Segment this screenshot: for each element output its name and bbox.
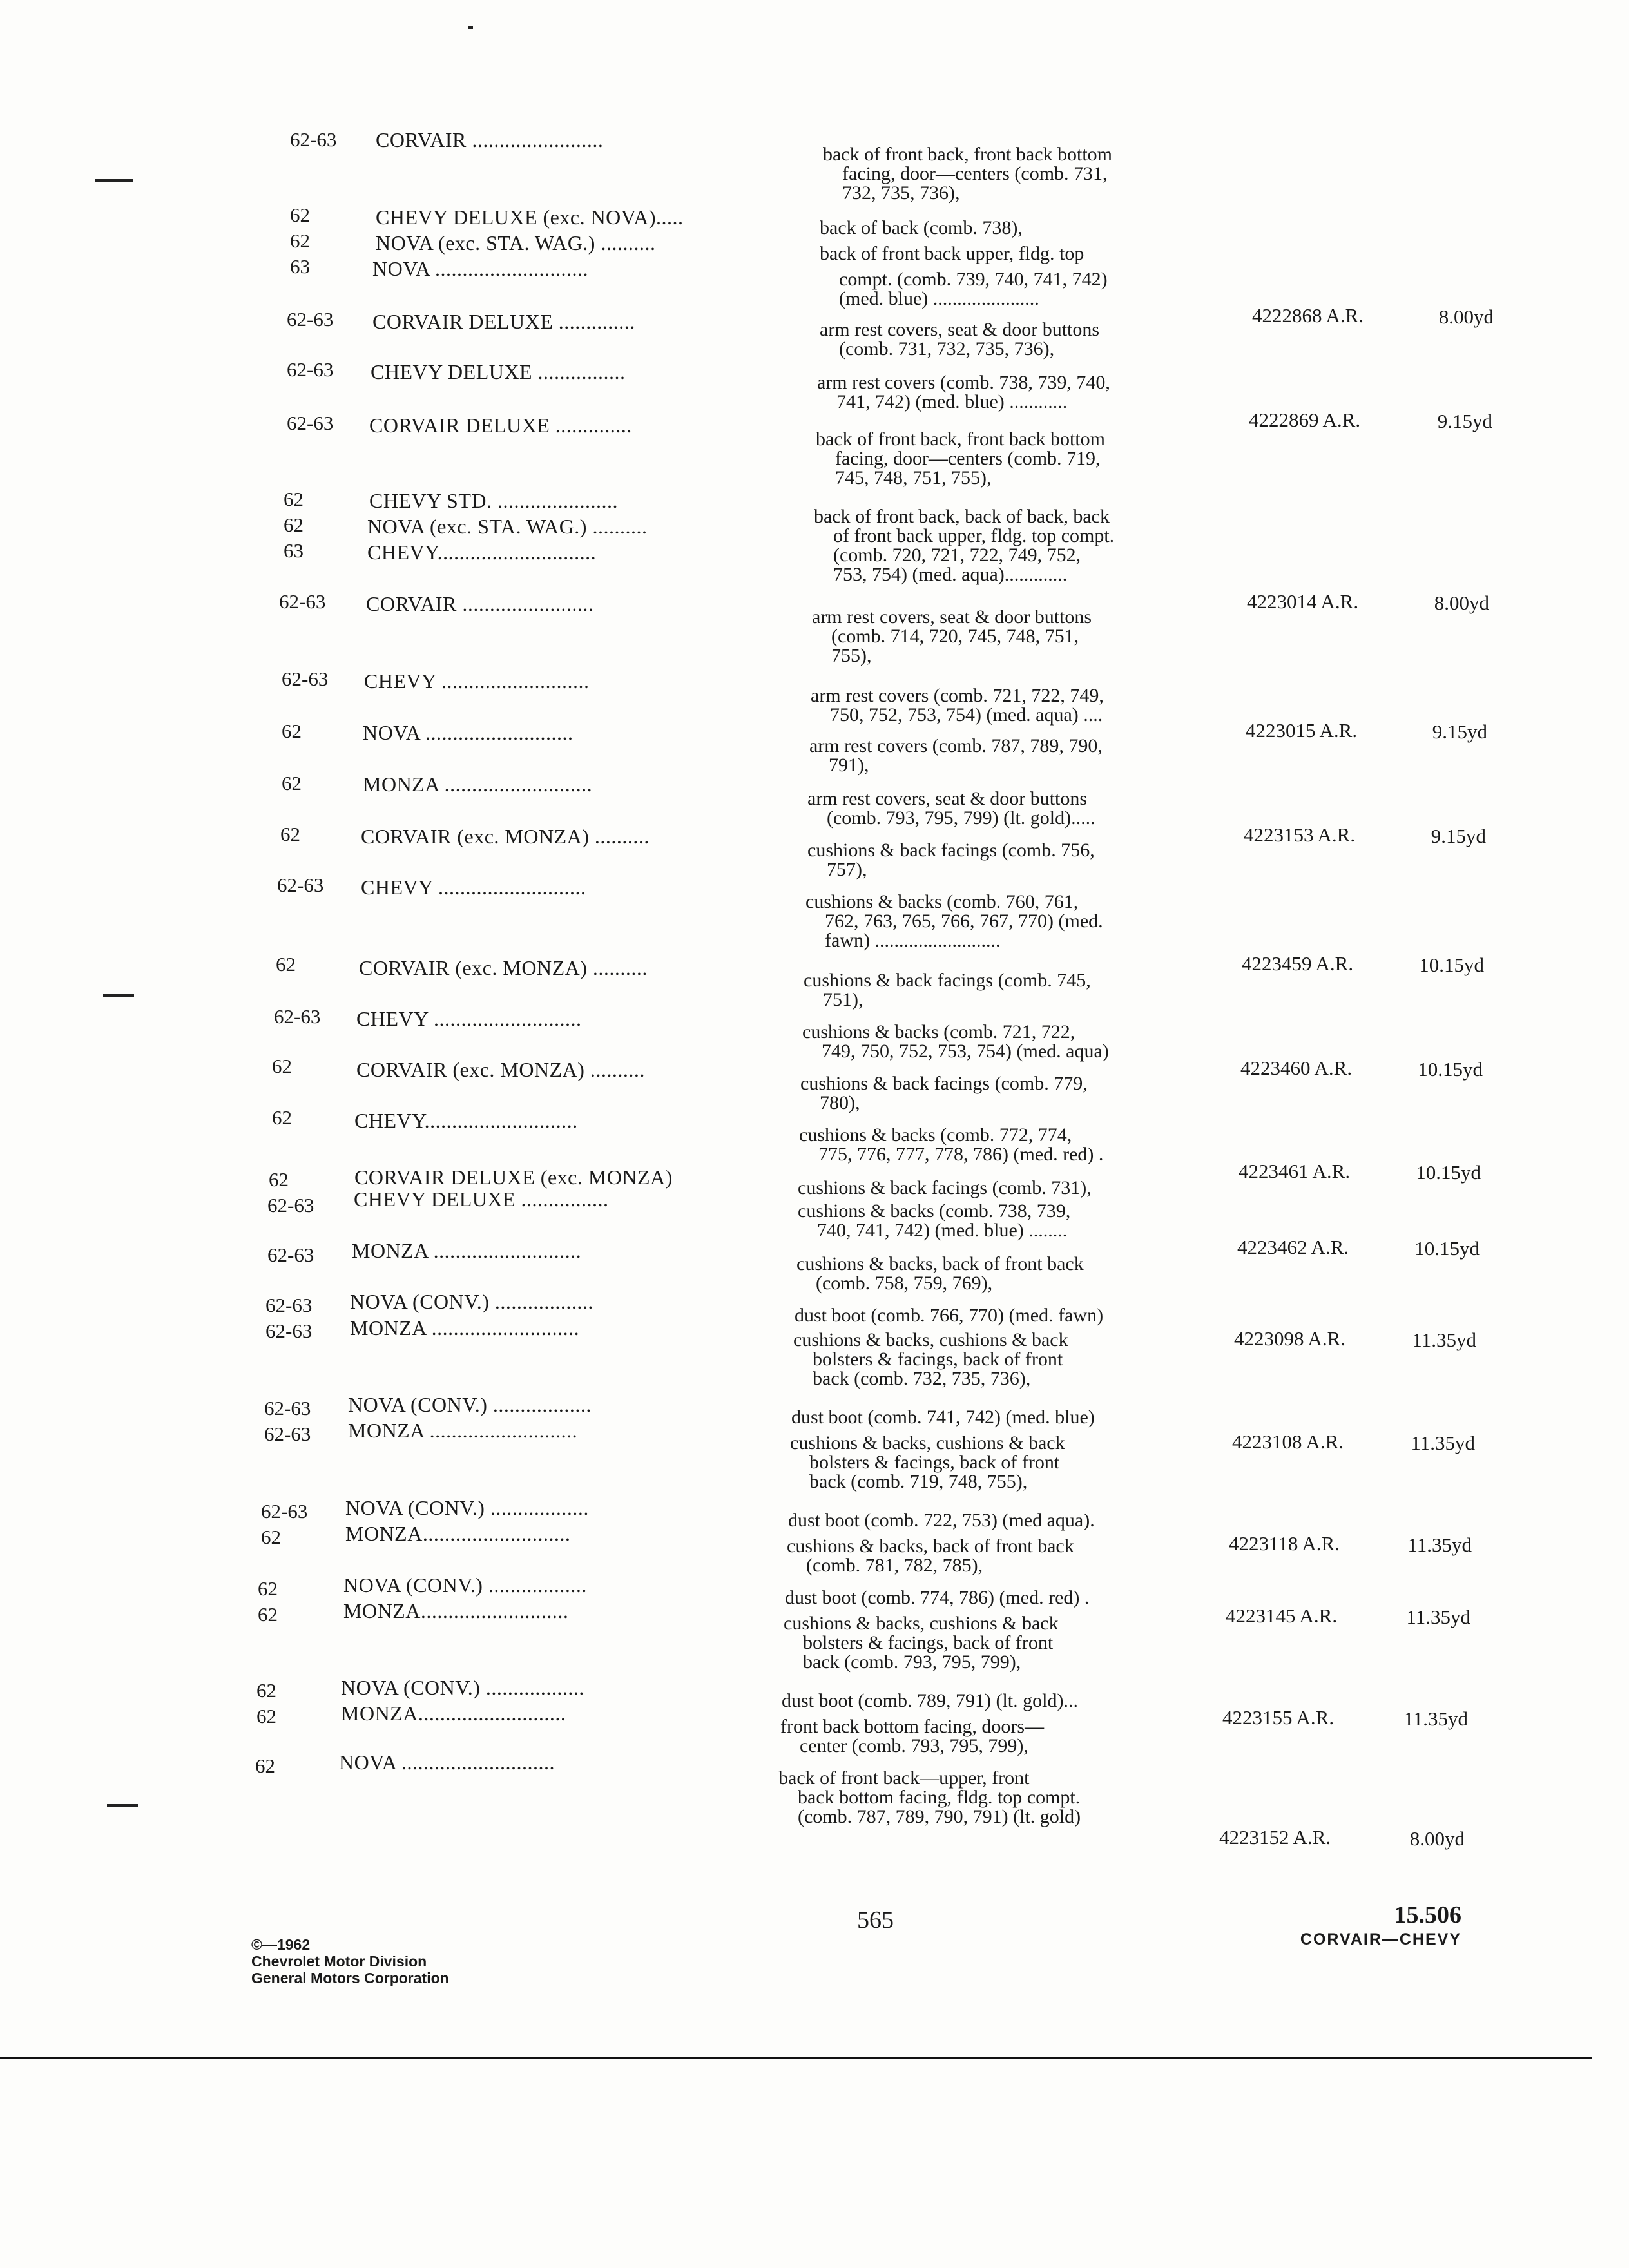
description-line: fawn) .......................... xyxy=(825,930,1001,951)
model-name: MONZA ........................... xyxy=(348,1419,578,1442)
model-year: 62 xyxy=(258,1603,278,1626)
model-name: CHEVY............................. xyxy=(367,541,597,564)
model-year: 62 xyxy=(284,488,304,510)
part-number: 4223145 A.R. xyxy=(1226,1604,1338,1627)
quantity: 9.15yd xyxy=(1437,410,1492,432)
model-year: 62 xyxy=(276,953,296,975)
model-year: 63 xyxy=(284,539,304,562)
description-line: cushions & backs (comb. 721, 722, xyxy=(802,1021,1075,1043)
model-year: 62 xyxy=(256,1705,276,1727)
description-line: bolsters & facings, back of front xyxy=(803,1632,1054,1653)
model-year: 62-63 xyxy=(265,1320,313,1342)
description-line: cushions & backs, cushions & back xyxy=(790,1432,1065,1454)
model-name: CORVAIR ........................ xyxy=(366,592,594,615)
description-line: dust boot (comb. 741, 742) (med. blue) xyxy=(791,1407,1095,1428)
quantity: 11.35yd xyxy=(1403,1707,1468,1730)
quantity: 9.15yd xyxy=(1431,825,1486,847)
section-number: 15.506 xyxy=(1394,1901,1461,1928)
bottom-rule xyxy=(0,2057,1592,2059)
description-line: center (comb. 793, 795, 799), xyxy=(800,1735,1028,1756)
quantity: 8.00yd xyxy=(1434,591,1489,614)
part-number: 4222868 A.R. xyxy=(1252,304,1364,327)
model-name: CHEVY ........................... xyxy=(361,876,586,899)
model-year: 62 xyxy=(261,1526,281,1548)
description-line: 753, 754) (med. aqua)............. xyxy=(833,564,1068,585)
description-line: (comb. 731, 732, 735, 736), xyxy=(839,338,1055,360)
model-name: NOVA ........................... xyxy=(363,721,574,744)
part-number: 4223153 A.R. xyxy=(1244,823,1356,846)
model-year: 62-63 xyxy=(287,358,334,381)
part-number: 4223152 A.R. xyxy=(1219,1826,1331,1849)
description-line: cushions & back facings (comb. 731), xyxy=(798,1177,1092,1198)
description-line: back of front back, front back bottom xyxy=(816,428,1106,450)
model-name: NOVA ............................ xyxy=(372,257,589,280)
model-year: 62-63 xyxy=(261,1500,308,1523)
model-year: 62 xyxy=(280,823,300,845)
corporation: General Motors Corporation xyxy=(251,1970,449,1986)
description-line: cushions & backs (comb. 760, 761, xyxy=(805,891,1079,912)
model-name: CORVAIR ........................ xyxy=(376,128,604,151)
description-line: (comb. 714, 720, 745, 748, 751, xyxy=(831,626,1079,647)
model-year: 62-63 xyxy=(264,1397,311,1419)
description-line: cushions & backs (comb. 738, 739, xyxy=(798,1200,1071,1222)
quantity: 10.15yd xyxy=(1418,1058,1483,1081)
quantity: 8.00yd xyxy=(1409,1827,1465,1850)
part-number: 4223462 A.R. xyxy=(1237,1236,1349,1258)
part-number: 4223098 A.R. xyxy=(1234,1327,1346,1350)
description-line: cushions & backs (comb. 772, 774, xyxy=(799,1124,1072,1146)
description-line: bolsters & facings, back of front xyxy=(809,1452,1060,1473)
description-line: 780), xyxy=(820,1092,860,1113)
model-year: 62 xyxy=(290,204,310,226)
description-line: cushions & backs, back of front back xyxy=(796,1253,1084,1274)
description-line: (comb. 781, 782, 785), xyxy=(806,1555,983,1576)
quantity: 10.15yd xyxy=(1416,1161,1481,1184)
model-year: 62 xyxy=(282,720,302,742)
part-number: 4223459 A.R. xyxy=(1242,952,1354,975)
description-line: dust boot (comb. 774, 786) (med. red) . xyxy=(785,1587,1090,1608)
part-number: 4223118 A.R. xyxy=(1229,1532,1340,1555)
description-line: bolsters & facings, back of front xyxy=(813,1349,1063,1370)
description-line: back (comb. 719, 748, 755), xyxy=(809,1471,1028,1492)
model-year: 62-63 xyxy=(277,874,324,896)
quantity: 10.15yd xyxy=(1419,954,1484,976)
page-number: 565 xyxy=(857,1907,894,1934)
model-name: CHEVY ........................... xyxy=(364,669,590,693)
model-year: 62 xyxy=(272,1055,292,1077)
description-line: cushions & back facings (comb. 745, xyxy=(804,970,1091,991)
model-year: 62-63 xyxy=(267,1244,314,1266)
model-year: 62-63 xyxy=(279,590,326,613)
description-line: 791), xyxy=(829,754,869,776)
part-number: 4222869 A.R. xyxy=(1249,408,1361,431)
model-year: 62 xyxy=(282,772,302,794)
description-line: back (comb. 732, 735, 736), xyxy=(813,1368,1031,1389)
description-line: back of front back upper, fldg. top xyxy=(820,243,1084,264)
model-year: 62 xyxy=(255,1754,275,1777)
description-line: back of front back, front back bottom xyxy=(823,144,1113,165)
model-name: CHEVY STD. ...................... xyxy=(369,489,618,512)
scan-mark xyxy=(468,26,473,29)
description-line: arm rest covers (comb. 721, 722, 749, xyxy=(811,685,1104,706)
model-year: 62 xyxy=(284,514,304,536)
model-name: CHEVY ........................... xyxy=(356,1007,582,1030)
description-line: back bottom facing, fldg. top compt. xyxy=(798,1787,1081,1808)
description-line: 750, 752, 753, 754) (med. aqua) .... xyxy=(830,704,1103,726)
quantity: 8.00yd xyxy=(1438,305,1494,328)
model-name: CORVAIR (exc. MONZA) .......... xyxy=(359,956,648,979)
description-line: cushions & backs, back of front back xyxy=(787,1535,1074,1557)
description-line: (comb. 787, 789, 790, 791) (lt. gold) xyxy=(798,1806,1081,1827)
model-year: 62-63 xyxy=(282,668,329,690)
model-name: CHEVY DELUXE ................ xyxy=(371,360,626,383)
description-line: back of back (comb. 738), xyxy=(820,217,1023,238)
description-line: 749, 750, 752, 753, 754) (med. aqua) xyxy=(822,1041,1109,1062)
quantity: 11.35yd xyxy=(1412,1329,1476,1351)
description-line: arm rest covers, seat & door buttons xyxy=(807,788,1088,809)
description-line: cushions & back facings (comb. 779, xyxy=(800,1073,1088,1094)
model-year: 62-63 xyxy=(287,412,334,434)
model-year: 62 xyxy=(256,1679,276,1702)
description-line: 755), xyxy=(831,645,872,666)
model-name: CORVAIR DELUXE (exc. MONZA) xyxy=(354,1166,673,1189)
model-name: CHEVY............................ xyxy=(354,1109,578,1132)
model-name: NOVA (exc. STA. WAG.) .......... xyxy=(376,231,656,255)
model-year: 62 xyxy=(290,229,310,252)
model-year: 62-63 xyxy=(267,1194,314,1216)
model-year: 62 xyxy=(269,1168,289,1191)
description-line: arm rest covers (comb. 738, 739, 740, xyxy=(817,372,1110,393)
model-name: NOVA (CONV.) .................. xyxy=(341,1676,584,1699)
model-name: CHEVY DELUXE (exc. NOVA)..... xyxy=(376,206,684,229)
model-year: 62 xyxy=(258,1577,278,1600)
model-name: CORVAIR (exc. MONZA) .......... xyxy=(361,825,650,848)
model-name: NOVA (CONV.) .................. xyxy=(350,1290,593,1313)
model-name: NOVA ............................ xyxy=(339,1751,555,1774)
model-name: NOVA (CONV.) .................. xyxy=(345,1496,589,1519)
description-line: facing, door—centers (comb. 719, xyxy=(835,448,1101,469)
description-line: back (comb. 793, 795, 799), xyxy=(803,1651,1021,1673)
model-year: 62-63 xyxy=(290,128,337,151)
model-name: CORVAIR DELUXE .............. xyxy=(372,310,635,333)
quantity: 10.15yd xyxy=(1414,1237,1480,1260)
model-year: 62-63 xyxy=(264,1423,311,1445)
division: Chevrolet Motor Division xyxy=(251,1953,427,1970)
description-line: 762, 763, 765, 766, 767, 770) (med. xyxy=(825,910,1103,932)
description-line: 741, 742) (med. blue) ............ xyxy=(836,391,1068,412)
description-line: (comb. 720, 721, 722, 749, 752, xyxy=(833,544,1081,566)
description-line: 745, 748, 751, 755), xyxy=(835,467,992,488)
model-name: CHEVY DELUXE ................ xyxy=(354,1187,609,1211)
model-name: MONZA ........................... xyxy=(363,773,593,796)
description-line: 751), xyxy=(823,989,863,1010)
description-line: 775, 776, 777, 778, 786) (med. red) . xyxy=(818,1144,1104,1165)
model-name: MONZA........................... xyxy=(343,1599,569,1622)
model-name: MONZA........................... xyxy=(341,1702,566,1725)
model-year: 62 xyxy=(272,1106,292,1129)
description-line: 740, 741, 742) (med. blue) ........ xyxy=(817,1220,1068,1241)
description-line: cushions & backs, cushions & back xyxy=(793,1329,1068,1350)
part-number: 4223460 A.R. xyxy=(1240,1057,1353,1079)
model-year: 62-63 xyxy=(287,308,334,331)
description-line: arm rest covers, seat & door buttons xyxy=(820,319,1100,340)
description-line: dust boot (comb. 789, 791) (lt. gold)... xyxy=(782,1690,1078,1711)
description-line: dust boot (comb. 722, 753) (med aqua). xyxy=(788,1510,1095,1531)
model-name: CORVAIR DELUXE .............. xyxy=(369,414,632,437)
copyright: ©—1962 xyxy=(251,1936,311,1953)
description-line: compt. (comb. 739, 740, 741, 742) xyxy=(839,269,1108,290)
section-name: CORVAIR—CHEVY xyxy=(1300,1930,1461,1948)
scan-mark xyxy=(107,1804,138,1807)
part-number: 4223155 A.R. xyxy=(1222,1706,1335,1729)
description-line: arm rest covers (comb. 787, 789, 790, xyxy=(809,735,1103,756)
model-year: 63 xyxy=(290,255,310,278)
description-line: back of front back—upper, front xyxy=(778,1767,1030,1789)
description-line: 732, 735, 736), xyxy=(842,182,960,204)
description-line: of front back upper, fldg. top compt. xyxy=(833,525,1115,546)
quantity: 11.35yd xyxy=(1407,1533,1472,1556)
description-line: front back bottom facing, doors— xyxy=(780,1716,1045,1737)
quantity: 9.15yd xyxy=(1432,720,1487,743)
description-line: cushions & back facings (comb. 756, xyxy=(807,840,1095,861)
description-line: back of front back, back of back, back xyxy=(814,506,1110,527)
model-name: NOVA (exc. STA. WAG.) .......... xyxy=(367,515,648,538)
description-line: 757), xyxy=(827,859,867,880)
quantity: 11.35yd xyxy=(1411,1432,1475,1454)
part-number: 4223461 A.R. xyxy=(1239,1160,1351,1182)
part-number: 4223108 A.R. xyxy=(1232,1430,1344,1453)
model-name: NOVA (CONV.) .................. xyxy=(348,1393,592,1416)
part-number: 4223014 A.R. xyxy=(1247,590,1359,613)
description-line: arm rest covers, seat & door buttons xyxy=(812,606,1092,628)
model-name: MONZA ........................... xyxy=(352,1239,582,1262)
description-line: dust boot (comb. 766, 770) (med. fawn) xyxy=(795,1305,1104,1326)
quantity: 11.35yd xyxy=(1406,1606,1470,1628)
description-line: facing, door—centers (comb. 731, xyxy=(842,163,1108,184)
copyright-block xyxy=(251,1936,449,1986)
description-line: (comb. 793, 795, 799) (lt. gold)..... xyxy=(827,807,1095,829)
model-name: CORVAIR (exc. MONZA) .......... xyxy=(356,1058,645,1081)
description-line: (comb. 758, 759, 769), xyxy=(816,1273,993,1294)
part-number: 4223015 A.R. xyxy=(1246,719,1358,742)
description-line: (med. blue) ...................... xyxy=(839,288,1039,309)
scan-mark xyxy=(103,994,134,997)
model-name: MONZA........................... xyxy=(345,1522,571,1545)
model-year: 62-63 xyxy=(265,1294,313,1316)
model-year: 62-63 xyxy=(274,1005,321,1028)
model-name: MONZA ........................... xyxy=(350,1316,580,1340)
scan-mark xyxy=(95,179,133,182)
description-line: cushions & backs, cushions & back xyxy=(784,1613,1059,1634)
model-name: NOVA (CONV.) .................. xyxy=(343,1573,587,1597)
